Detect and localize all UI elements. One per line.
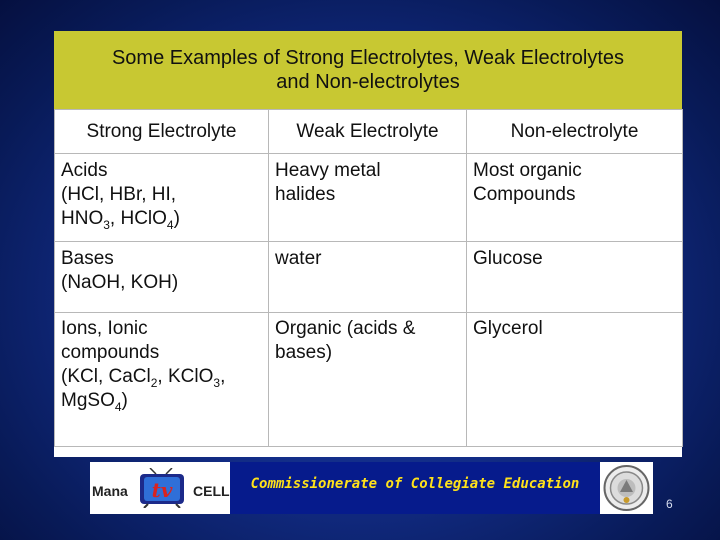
seal-emblem-icon xyxy=(600,462,653,514)
cell-line: $HNO_3$, HClO$_4$) xyxy=(61,208,180,232)
cell-line: (NaOH, KOH) xyxy=(61,272,179,293)
electrolyte-table xyxy=(54,109,683,447)
table-cell-weak xyxy=(269,313,467,447)
table-cell-strong xyxy=(55,154,269,242)
cell-line: halides xyxy=(275,184,336,205)
logo-word-mana: Mana xyxy=(92,483,128,499)
table-cell-non xyxy=(467,154,683,242)
cell-line: (KCl, CaCl$_2$, KClO$_3$, xyxy=(61,366,226,390)
slide-title xyxy=(68,46,668,94)
emblem-box xyxy=(600,462,653,514)
table-cell-weak xyxy=(269,154,467,242)
cell-line: Glucose xyxy=(473,248,543,269)
slide-title-line-1: Some Examples of Strong Electrolytes, Weak Electrolytes xyxy=(111,47,625,69)
cell-line: Compounds xyxy=(473,184,576,205)
cell-line: Most organic xyxy=(473,160,582,181)
slide-title-band xyxy=(54,31,682,109)
logo-word-cell: CELL xyxy=(193,483,230,499)
table-header-row xyxy=(55,110,683,154)
table-row xyxy=(55,313,683,447)
table-cell-non xyxy=(467,313,683,447)
table-cell-strong xyxy=(55,242,269,313)
cell-line: bases) xyxy=(275,342,333,363)
column-header-strong: Strong Electrolyte xyxy=(55,110,269,154)
cell-line: Organic (acids & xyxy=(275,318,416,339)
banner-strip xyxy=(230,462,600,514)
mana-tv-cell-logo xyxy=(90,462,230,514)
cell-line: Ions, Ionic xyxy=(61,318,148,339)
logo-tv-text: tv xyxy=(151,478,173,502)
table-cell-non xyxy=(467,242,683,313)
cell-line: water xyxy=(275,248,322,269)
table-row xyxy=(55,154,683,242)
cell-line: Acids xyxy=(61,160,108,181)
cell-line: Bases xyxy=(61,248,114,269)
slide-title-line-2: and Non-electrolytes xyxy=(276,71,460,93)
table-cell-weak xyxy=(269,242,467,313)
column-header-weak: Weak Electrolyte xyxy=(269,110,467,154)
tv-icon xyxy=(136,468,188,508)
table-row xyxy=(55,242,683,313)
footer-banner xyxy=(90,462,653,514)
cell-line: compounds xyxy=(61,342,160,363)
cell-line: Heavy metal xyxy=(275,160,381,181)
column-header-non: Non-electrolyte xyxy=(467,110,683,154)
banner-text: Commissionerate of Collegiate Education xyxy=(250,476,580,492)
page-number: 6 xyxy=(666,497,673,511)
cell-line: MgSO$_4$) xyxy=(61,390,128,414)
table-cell-strong xyxy=(55,313,269,447)
cell-line: Glycerol xyxy=(473,318,543,339)
slide-content-panel xyxy=(54,31,682,457)
cell-line: (HCl, HBr, HI, xyxy=(61,184,177,205)
